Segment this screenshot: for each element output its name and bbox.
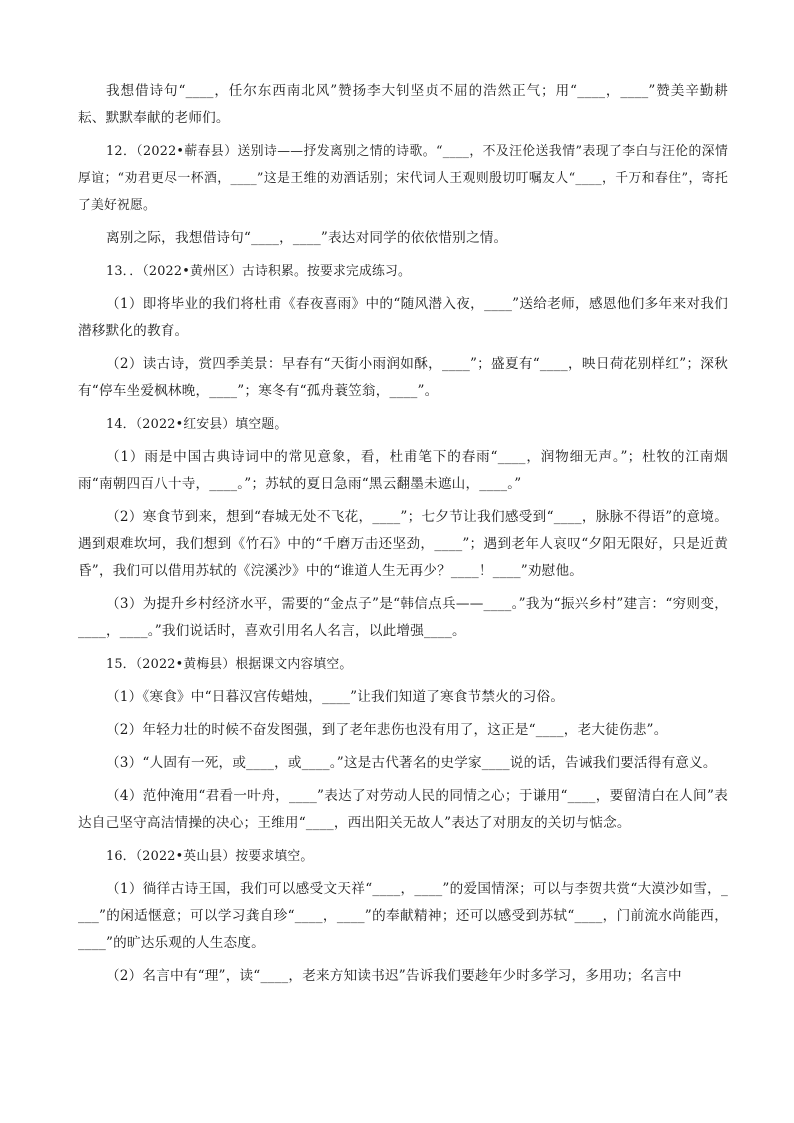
question-heading-q15: 15．（2022•黄梅县）根据课文内容填空。 [106, 657, 353, 672]
paragraph-q13-1: （1）即将毕业的我们将杜甫《春夜喜雨》中的“随风潜入夜，____”送给老师，感恩他们多年来对我们潜移默化的教育。 [78, 296, 728, 339]
paragraph-q14-1: （1）雨是中国古典诗词中的常见意象，看，杜甫笔下的春雨“____，润物细无声。”；杜牧的江南烟雨“南朝四百八十寺，____。”；苏轼的夏日急雨“黑云翻墨未遮山，____。” [78, 449, 728, 492]
paragraph-q16-1: （1）徜徉古诗王国，我们可以感受文天祥“____，____”的爱国情深；可以与李贺共赏“大漠沙如雪，____”的闲适惬意；可以学习龚自珍“____，____”的奉献精神；还可以感受到苏轼“____，门前流水尚能西，____”的旷达乐观的人生态度。 [78, 881, 728, 951]
question-heading-q16: 16．（2022•英山县）按要求填空。 [106, 849, 314, 864]
question-heading-q13: 13．．（2022•黄州区）古诗积累。按要求完成练习。 [106, 264, 411, 279]
question-heading-q12: 12．（2022•蕲春县）送别诗——抒发离别之情的诗歌。“____，不及汪伦送我情”表现了李白与汪伦的深情厚谊；“劝君更尽一杯酒，____”这是王维的劝酒话别；宋代词人王观则殷切叮嘱友人“____，千万和春住”，寄托了美好祝愿。 [78, 144, 728, 213]
question-heading-q14: 14．（2022•红安县）填空题。 [106, 417, 288, 432]
paragraph-q14-3: （3）为提升乡村经济水平，需要的“金点子”是“韩信点兵——____。”我为“振兴乡村”建言：“穷则变，____，____。”我们说话时，喜欢引用名人名言，以此增强____。 [78, 596, 728, 639]
paragraph-q14-2: （2）寒食节到来，想到“春城无处不飞花，____”；七夕节让我们感受到“____，脉脉不得语”的意境。遇到艰难坎坷，我们想到《竹石》中的“千磨万击还坚劲，____”；遇到老年人哀叹“夕阳无限好，只是近黄昏”，我们可以借用苏轼的《浣溪沙》中的“谁道人生无再少？____！____”劝慰他。 [78, 509, 728, 579]
paragraph-q15-3: （3）“人固有一死，或____，或____。”这是古代著名的史学家____说的话，告诫我们要活得有意义。 [106, 755, 717, 771]
paragraph-p-intro-1: 我想借诗句“____，任尔东西南北风”赞扬李大钊坚贞不屈的浩然正气；用“____，____”赞美辛勤耕耘、默默奉献的老师们。 [78, 83, 728, 126]
paragraph-q15-1: （1）《寒食》中“日暮汉宫传蜡烛，____”让我们知道了寒食节禁火的习俗。 [106, 689, 565, 705]
paragraph-q13-2: （2）读古诗，赏四季美景：早春有“天街小雨润如酥，____”；盛夏有“____，映日荷花别样红”；深秋有“停车坐爱枫林晚，____”；寒冬有“孤舟蓑笠翁，____”。 [78, 356, 728, 399]
paragraph-q12-b: 离别之际，我想借诗句“____，____”表达对同学的依依惜别之情。 [106, 230, 508, 246]
document-page [78, 78, 728, 996]
paragraph-q15-2: （2）年轻力壮的时候不奋发图强，到了老年悲伤也没有用了，这正是“____，老大徒伤悲”。 [106, 722, 668, 738]
paragraph-q15-4: （4）范仲淹用“君看一叶舟，____”表达了对劳动人民的同情之心；于谦用“____，要留清白在人间”表达自己坚守高洁情操的决心；王维用“____，西出阳关无故人”表达了对朋友的关切与惦念。 [78, 788, 728, 831]
paragraph-q16-2: （2）名言中有“理”，读“____，老来方知读书迟”告诉我们要趁年少时多学习，多用功；名言中 [106, 968, 682, 984]
